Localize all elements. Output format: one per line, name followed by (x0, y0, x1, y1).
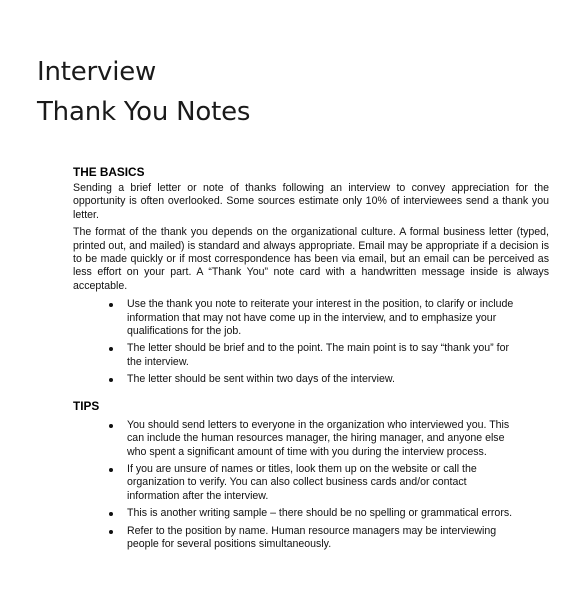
basics-bullet-list (73, 298, 549, 386)
title-line-2: Thank You Notes (37, 97, 251, 127)
bullet-icon (109, 530, 113, 534)
list-item (127, 342, 549, 369)
tips-heading: TIPS (73, 398, 100, 413)
tips-bullet-list (73, 419, 549, 552)
list-item (127, 463, 549, 503)
list-item-text: If you are unsure of names or titles, look them up on the website or call the organization to verify. You can also collect business cards and/or contact information after the interview. (127, 462, 477, 502)
bullet-icon (109, 378, 113, 382)
list-item-text: You should send letters to everyone in the organization who interviewed you. This can include the human resources manager, the hiring manager, and anyone else who spent a significant amount of time with you during the interview process. (127, 418, 510, 458)
list-item-text: The letter should be brief and to the point. The main point is to say “thank you” for the interview. (127, 342, 509, 368)
bullet-icon (109, 424, 113, 428)
list-item-text: Refer to the position by name. Human resource managers may be interviewing people for several positions simultaneously. (127, 524, 497, 550)
list-item (127, 298, 549, 338)
document-body (73, 165, 549, 555)
basics-paragraph-2: The format of the thank you depends on the organizational culture. A formal business letter (typed, printed out, and mailed) is standard and always appropriate. Email may be appropriate if a decision is to be made quickly or if most correspondence has been via email, but an email can be perceived as less effort on your part. A “Thank You” note card with a handwritten message inside is always acceptable. (73, 226, 549, 292)
list-item-text: This is another writing sample – there should be no spelling or grammatical errors. (127, 507, 513, 520)
bullet-icon (109, 347, 113, 351)
basics-heading: THE BASICS (73, 165, 145, 179)
list-item (127, 525, 549, 552)
bullet-icon (109, 512, 113, 516)
basics-paragraph-1: Sending a brief letter or note of thanks following an interview to convey appreciation for the opportunity is often overlooked. Some sources estimate only 10% of interviewees send a thank you letter. (73, 182, 549, 221)
list-item-text: The letter should be sent within two days of the interview. (127, 373, 395, 386)
list-item (127, 419, 549, 459)
title-line-1: Interview (37, 57, 157, 87)
bullet-icon (109, 303, 113, 307)
bullet-icon (109, 468, 113, 472)
list-item-text: Use the thank you note to reiterate your interest in the position, to clarify or include information that may not have come up in the interview, and to emphasize your qualifications for the job. (127, 298, 514, 338)
list-item (127, 373, 549, 386)
list-item (127, 507, 549, 520)
document-title (37, 52, 250, 132)
